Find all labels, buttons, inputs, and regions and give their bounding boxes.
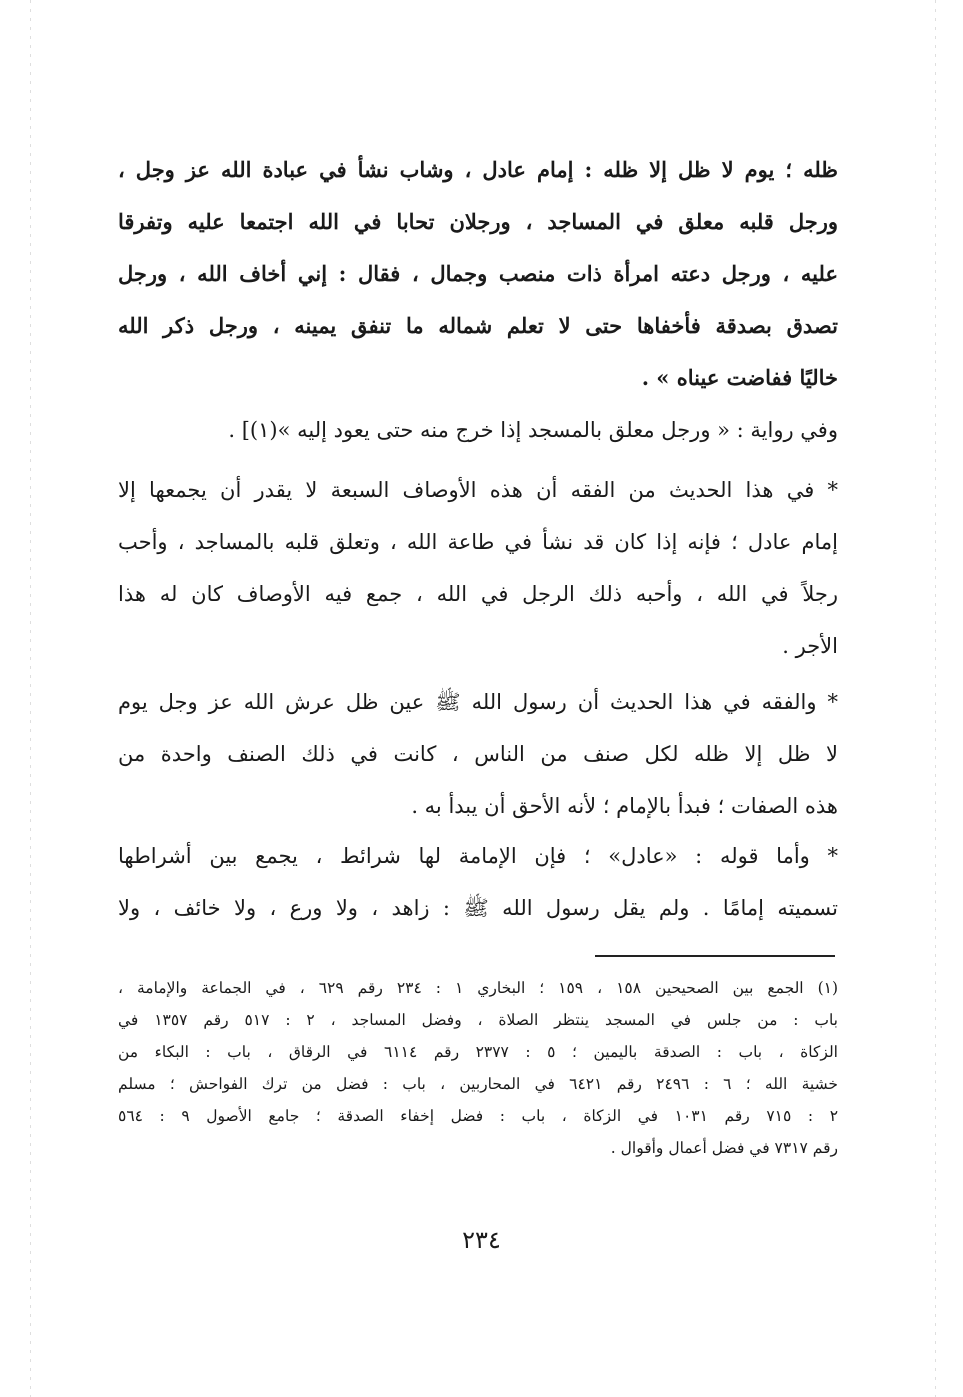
commentary-paragraph-2 (118, 676, 838, 832)
text-line: تسميته إمامًا . ولم يقل رسول الله ﷺ : زاهد ، ولا ورع ، ولا خائف ، ولا (118, 896, 838, 920)
hadith-paragraph (118, 144, 838, 404)
commentary-paragraph-3 (118, 830, 838, 934)
text-line: * وأما قوله : «عادل» ؛ فإن الإمامة لها شرائط ، يجمع بين أشراطها (118, 844, 838, 868)
narration-paragraph (118, 404, 838, 456)
footnote-line: رقم ٧٣١٧ في فضل أعمال وأقوال . (610, 1139, 838, 1157)
scan-edge-mark-left (30, 0, 31, 1397)
footnote-line: ٢ : ٧١٥ رقم ١٠٣١ في الزكاة ، باب : فضل إخفاء الصدقة ؛ جامع الأصول ٩ : ٥٦٤ (118, 1107, 838, 1125)
footnote-line: خشية الله ؛ ٦ : ٢٤٩٦ رقم ٦٤٢١ في المحاربين ، باب : فضل من ترك الفواحش ؛ مسلم (118, 1075, 838, 1093)
footnote-separator (595, 955, 835, 957)
text-line: رجلاً في الله ، وأحبه ذلك الرجل في الله ، جمع فيه الأوصاف كان له هذا (118, 582, 838, 606)
page-number: ٢٣٤ (462, 1226, 501, 1254)
text-line: الأجر . (782, 634, 838, 658)
scan-edge-mark-right (935, 0, 936, 1397)
text-line: هذه الصفات ؛ فبدأ بالإمام ؛ لأنه الأحق أن يبدأ به . (411, 794, 838, 818)
text-line: عليه ، ورجل دعته امرأة ذات منصب وجمال ، فقال : إني أخاف الله ، ورجل (118, 261, 838, 286)
text-line: لا ظل إلا ظله لكل صنف من الناس ، كانت في ذلك الصنف واحدة من (118, 742, 838, 766)
footnote (118, 972, 838, 1164)
footnote-line: باب : من جلس في المسجد ينتظر الصلاة ، وفضل المساجد ، ٢ : ٥١٧ رقم ١٣٥٧ في (118, 1011, 838, 1029)
text-line: ظله ؛ يوم لا ظل إلا ظله : إمام عادل ، وشاب نشأ في عبادة الله عز وجل ، (118, 157, 838, 182)
text-line: وفي رواية : « ورجل معلق بالمسجد إذا خرج منه حتى يعود إليه »(١)] . (228, 418, 838, 442)
footnote-line: الزكاة ، باب : الصدقة باليمين ؛ ٥ : ٢٣٧٧ رقم ٦١١٤ في الرقاق ، باب : البكاء من (118, 1043, 838, 1061)
text-line: ورجل قلبه معلق في المساجد ، ورجلان تحابا في الله اجتمعا عليه وتفرقا (118, 209, 838, 234)
text-line: خاليًا ففاضت عيناه » . (641, 365, 838, 390)
commentary-paragraph-1 (118, 464, 838, 672)
text-line: تصدق بصدقة فأخفاها حتى لا تعلم شماله ما تنفق يمينه ، ورجل ذكر الله (118, 313, 838, 338)
text-line: * والفقه في هذا الحديث أن رسول الله ﷺ عين ظل عرش الله عز وجل يوم (118, 690, 838, 714)
footnote-line: (١) الجمع بين الصحيحين ١٥٨ ، ١٥٩ ؛ البخاري ١ : ٢٣٤ رقم ٦٢٩ ، في الجماعة والإمامة ، (118, 979, 838, 997)
text-line: * في هذا الحديث من الفقه أن هذه الأوصاف السبعة لا يقدر أن يجمعها إلا (118, 478, 838, 502)
text-line: إمام عادل ؛ فإنه إذا كان قد نشأ في طاعة الله ، وتعلق قلبه بالمساجد ، وأحب (118, 530, 838, 554)
